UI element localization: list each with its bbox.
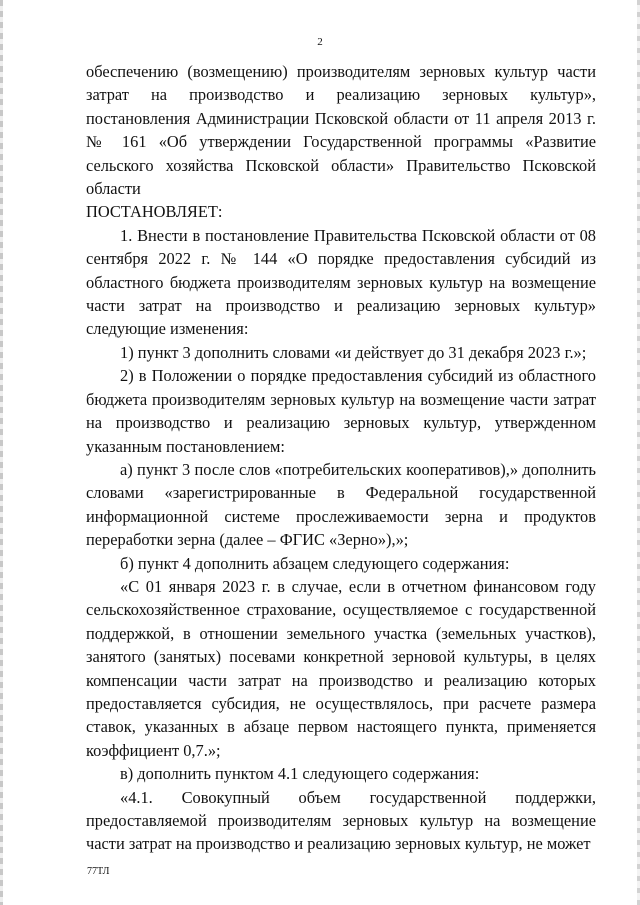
paragraph-subitem-b: б) пункт 4 дополнить абзацем следующего содержания: bbox=[120, 553, 510, 573]
footer-document-code: 77ТЛ bbox=[87, 866, 110, 877]
paragraph-subitem-1: 1) пункт 3 дополнить словами «и действует до 31 декабря 2023 г.»; bbox=[120, 342, 587, 362]
paragraph-resolves: ПОСТАНОВЛЯЕТ: bbox=[86, 202, 223, 222]
scan-edge-left bbox=[0, 0, 3, 905]
paragraph-subitem-v: в) дополнить пунктом 4.1 следующего содержания: bbox=[120, 764, 480, 784]
paragraph-subitem-a: а) пункт 3 после слов «потребительских кооперативов),» дополнить словами «зарегистрированные в Федеральной государственной информационной системе прослеживаемости зерна и продуктов переработки зерна (далее – ФГИС «Зерно»),»; bbox=[86, 459, 596, 550]
page-number: 2 bbox=[317, 36, 323, 48]
paragraph-item-1: 1. Внести в постановление Правительства Псковской области от 08 сентября 2022 г. № 144 «О порядке предоставления субсидий из областного бюджета производителям зерновых культур на возмещение части затрат на производство и реализацию зерновых культур» следующие изменения: bbox=[86, 225, 596, 339]
document-body bbox=[86, 60, 596, 856]
paragraph-quote-4-1: «4.1. Совокупный объем государственной поддержки, предоставляемой производителям зерновых культур на возмещение части затрат на производство и реализацию зерновых культур, не может bbox=[86, 787, 596, 854]
paragraph-quote-4: «С 01 января 2023 г. в случае, если в отчетном финансовом году сельскохозяйственное страхование, осуществляемое с государственной поддержкой, в отношении земельного участка (земельных участков), занятого (занятых) посевами конкретной зерновой культуры, в целях компенсации части затрат на производство и реализацию которых предоставляется субсидия, не осуществлялось, при расчете размера ставок, указанных в абзаце первом настоящего пункта, применяется коэффициент 0,7.»; bbox=[86, 576, 596, 760]
paragraph-subitem-2: 2) в Положении о порядке предоставления субсидий из областного бюджета производителям зерновых культур на возмещение части затрат на производство и реализацию зерновых культур, утвержденном указанным постановлением: bbox=[86, 366, 596, 456]
paragraph-preamble: обеспечению (возмещению) производителям зерновых культур части затрат на производство и реализацию зерновых культур», постановления Администрации Псковской области от 11 апреля 2013 г. № 161 «Об утверждении Государственной программы «Развитие сельского хозяйства Псковской области» Правительство Псковской области bbox=[86, 62, 596, 199]
